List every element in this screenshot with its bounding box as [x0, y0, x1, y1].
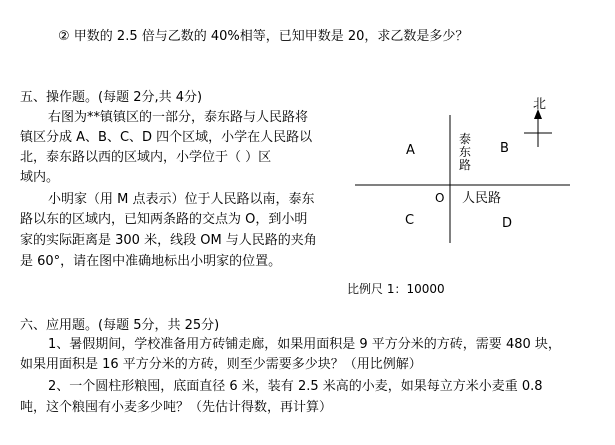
origin-label: O	[435, 191, 445, 205]
region-a-label: A	[406, 143, 415, 158]
section5-p2-line1: 小明家（用 M 点表示）位于人民路以南，泰东	[48, 192, 315, 207]
renmin-road-label: 人民路	[462, 191, 502, 206]
question-2: ② 甲数的 2.5 倍与乙数的 40%相等，已知甲数是 20，求乙数是多少？	[58, 29, 469, 44]
section6-q1-line2: 如果用面积是 16 平方分米的方砖，则至少需要多少块？（用比例解）	[20, 357, 422, 372]
section6-q1-line1: 1、暑假期间，学校准备用方砖铺走廊，如果用面积是 9 平方分米的方砖，需要 480 块，	[48, 337, 561, 352]
section5-p2-line4: 是 60°，请在图中准确地标出小明家的位置。	[20, 254, 282, 269]
section5-heading: 五、操作题。(每题 2分,共 4分)	[20, 90, 203, 105]
region-b-label: B	[500, 141, 509, 156]
district-map	[350, 95, 600, 295]
section5-p2-line2: 路以东的区域内，已知两条路的交点为 O，到小明	[20, 212, 308, 227]
section6-heading: 六、应用题。(每题 5分，共 25分)	[20, 318, 220, 333]
section5-p1-line2: 镇区分成 A、B、C、D 四个区域，小学在人民路以	[20, 130, 313, 145]
section5-p1-line1: 右图为**镇镇区的一部分，泰东路与人民路将	[48, 110, 309, 125]
section5-p1-line3: 北，泰东路以西的区域内，小学位于（ ）区	[20, 150, 272, 165]
region-d-label: D	[502, 216, 513, 231]
map-scale: 比例尺 1：10000	[347, 282, 445, 296]
section5-p2-line3: 家的实际距离是 300 米，线段 OM 与人民路的夹角	[20, 233, 317, 248]
north-label: 北	[533, 97, 547, 112]
section6-q2-line2: 吨，这个粮囤有小麦多少吨？（先估计得数，再计算）	[20, 400, 333, 415]
section5-p1-line4: 域内。	[20, 170, 60, 185]
section6-q2-line1: 2、一个圆柱形粮囤，底面直径 6 米，装有 2.5 米高的小麦，如果每立方米小麦重 0.8	[48, 379, 543, 394]
region-c-label: C	[405, 213, 415, 228]
taidong-road-label: 泰 东 路	[458, 132, 471, 172]
